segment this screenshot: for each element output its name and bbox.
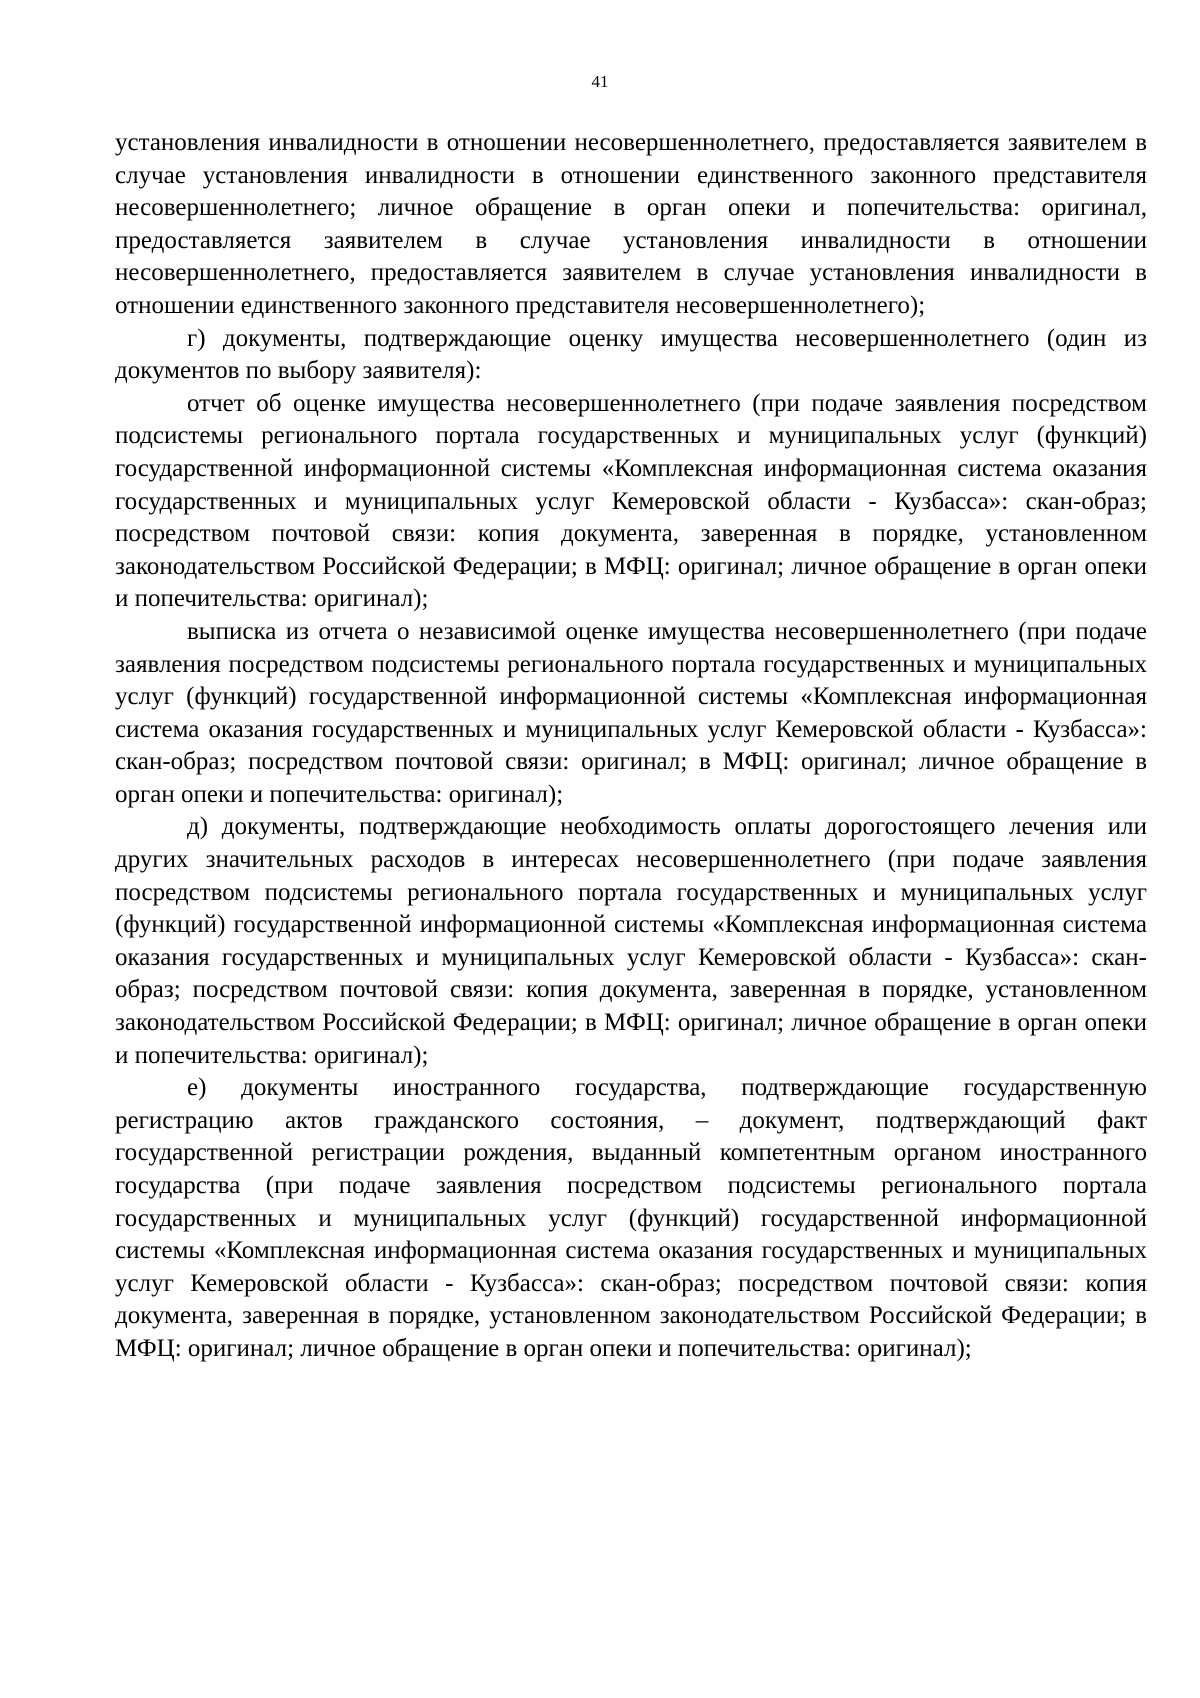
paragraph-item-d: д) документы, подтверждающие необходимость оплаты дорогостоящего лечения или других значительных расходов в интересах несовершеннолетнего (при подаче заявления посредством подсистемы регионального портала государственных и муниципальных услуг (функций) государственной информационной системы «Комплексная информационная система оказания государственных и муниципальных услуг Кемеровской области - Кузбасса»: скан-образ; посредством почтовой связи: копия документа, заверенная в порядке, установленном законодательством Российской Федерации; в МФЦ: оригинал; личное обращение в орган опеки и попечительства: оригинал); [115, 813, 1147, 1069]
paragraph-valuation-extract: выписка из отчета о независимой оценке имущества несовершеннолетнего (при подаче заявления посредством подсистемы регионального портала государственных и муниципальных услуг (функций) государственной информационной системы «Комплексная информационная система оказания государственных и муниципальных услуг Кемеровской области - Кузбасса»: скан-образ; посредством почтовой связи: оригинал; в МФЦ: оригинал; личное обращение в орган опеки и попечительства: оригинал); [115, 617, 1147, 808]
document-body [115, 127, 1147, 1366]
paragraph-item-e: е) документы иностранного государства, подтверждающие государственную регистрацию актов гражданского состояния, – документ, подтверждающий факт государственной регистрации рождения, выданный компетентным органом иностранного государства (при подаче заявления посредством подсистемы регионального портала государственных и муниципальных услуг (функций) государственной информационной системы «Комплексная информационная система оказания государственных и муниципальных услуг Кемеровской области - Кузбасса»: скан-образ; посредством почтовой связи: копия документа, заверенная в порядке, установленном законодательством Российской Федерации; в МФЦ: оригинал; личное обращение в орган опеки и попечительства: оригинал); [115, 1074, 1147, 1362]
page-number: 41 [591, 72, 609, 91]
paragraph-continuation: установления инвалидности в отношении несовершеннолетнего, предоставляется заявителем в случае установления инвалидности в отношении единственного законного представителя несовершеннолетнего; личное обращение в орган опеки и попечительства: оригинал, предоставляется заявителем в случае установления инвалидности в отношении несовершеннолетнего, предоставляется заявителем в случае установления инвалидности в отношении единственного законного представителя несовершеннолетнего); [115, 129, 1147, 319]
paragraph-valuation-report: отчет об оценке имущества несовершеннолетнего (при подаче заявления посредством подсистемы регионального портала государственных и муниципальных услуг (функций) государственной информационной системы «Комплексная информационная система оказания государственных и муниципальных услуг Кемеровской области - Кузбасса»: скан-образ; посредством почтовой связи: копия документа, заверенная в порядке, установленном законодательством Российской Федерации; в МФЦ: оригинал; личное обращение в орган опеки и попечительства: оригинал); [115, 389, 1147, 613]
paragraph-item-g: г) документы, подтверждающие оценку имущества несовершеннолетнего (один из документов по выбору заявителя): [115, 324, 1147, 385]
